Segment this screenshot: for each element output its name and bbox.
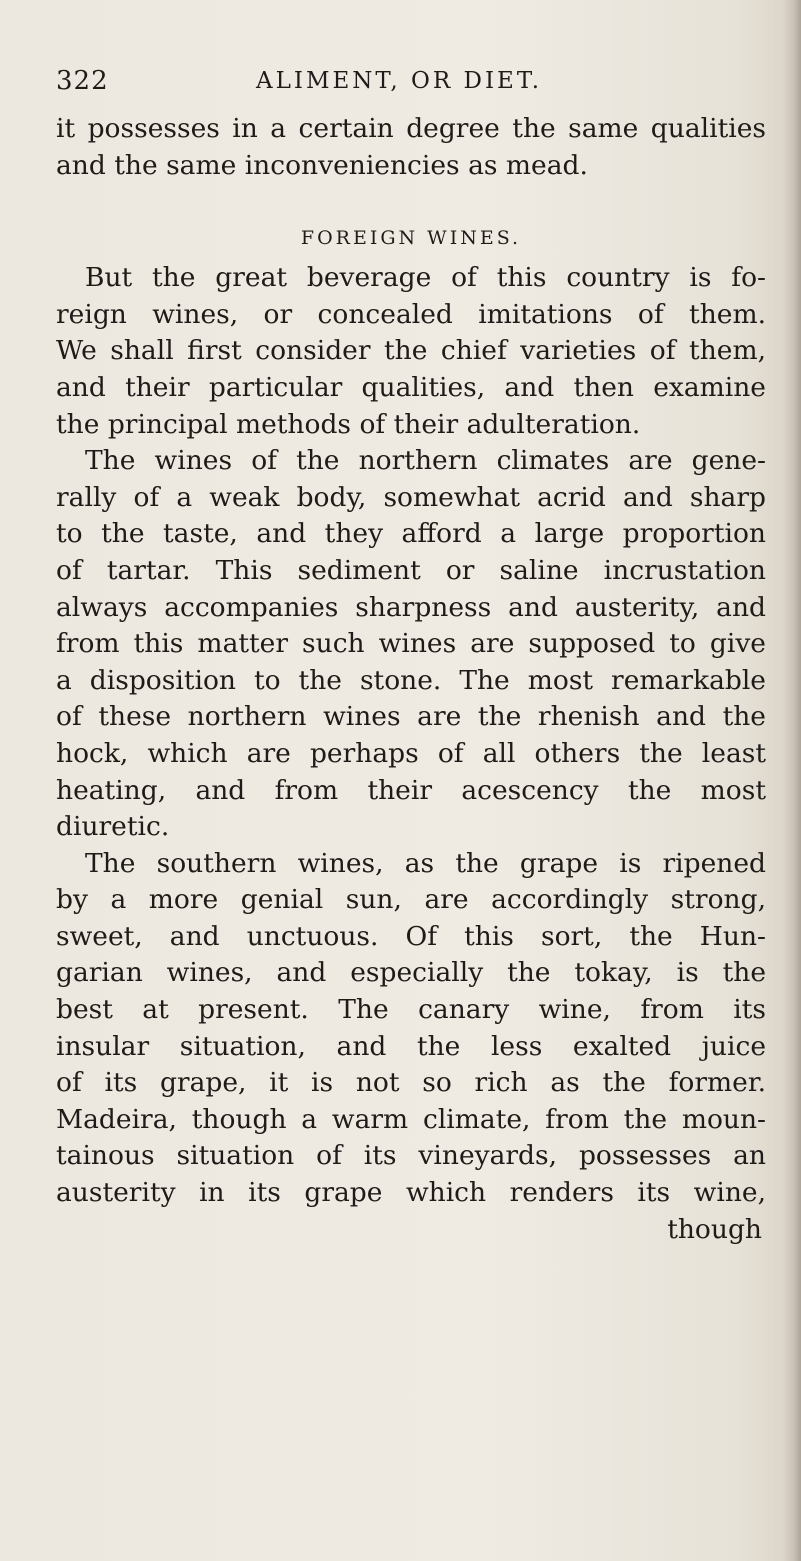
text-line: austerity in its grape which renders its wine, (56, 1177, 766, 1209)
text-line: and the same inconveniencies as mead. (56, 149, 588, 181)
text-line: sweet, and unctuous. Of this sort, the Hun- (56, 920, 766, 952)
section-heading: FOREIGN WINES. (300, 227, 522, 250)
text-line: the principal methods of their adulteration. (56, 408, 641, 440)
text-line: and their particular qualities, and then examine (56, 371, 766, 403)
text-line: by a more genial sun, are accordingly strong, (56, 884, 766, 916)
text-line: hock, which are perhaps of all others the least (56, 737, 766, 769)
text-line: of its grape, it is not so rich as the former. (56, 1067, 766, 1099)
text-line: it possesses in a certain degree the same qualities (56, 113, 766, 144)
text-line: of these northern wines are the rhenish and the (56, 701, 766, 733)
text-line: We shall first consider the chief varieties of them, (56, 335, 766, 367)
text-line: Madeira, though a warm climate, from the moun- (56, 1103, 766, 1135)
text-line: tainous situation of its vineyards, possesses an (56, 1140, 766, 1172)
page-edge-shadow (783, 0, 801, 1561)
text-line: to the taste, and they afford a large proportion (56, 518, 766, 550)
text-line: rally of a weak body, somewhat acrid and sharp (56, 481, 766, 513)
text-line: reign wines, or concealed imitations of them. (56, 298, 766, 330)
running-title: ALIMENT, OR DIET. (256, 68, 543, 94)
page-number: 322 (56, 66, 109, 96)
text-line: The wines of the northern climates are gene- (85, 445, 766, 477)
text-line: from this matter such wines are supposed to give (56, 628, 766, 660)
text-line: best at present. The canary wine, from its (56, 994, 766, 1026)
text-line: insular situation, and the less exalted juice (56, 1030, 766, 1062)
running-head (56, 66, 762, 106)
text-line: But the great beverage of this country is fo- (85, 262, 766, 294)
text-line: The southern wines, as the grape is ripened (85, 847, 766, 879)
catchword: though (667, 1213, 762, 1245)
text-line: a disposition to the stone. The most remarkable (56, 664, 766, 696)
text-line: diuretic. (56, 811, 170, 843)
text-line: heating, and from their acescency the most (56, 774, 766, 806)
body-text (56, 111, 766, 1248)
text-line: always accompanies sharpness and austerity, and (56, 591, 766, 623)
text-line: garian wines, and especially the tokay, is the (56, 957, 766, 989)
text-line: of tartar. This sediment or saline incrustation (56, 554, 766, 586)
